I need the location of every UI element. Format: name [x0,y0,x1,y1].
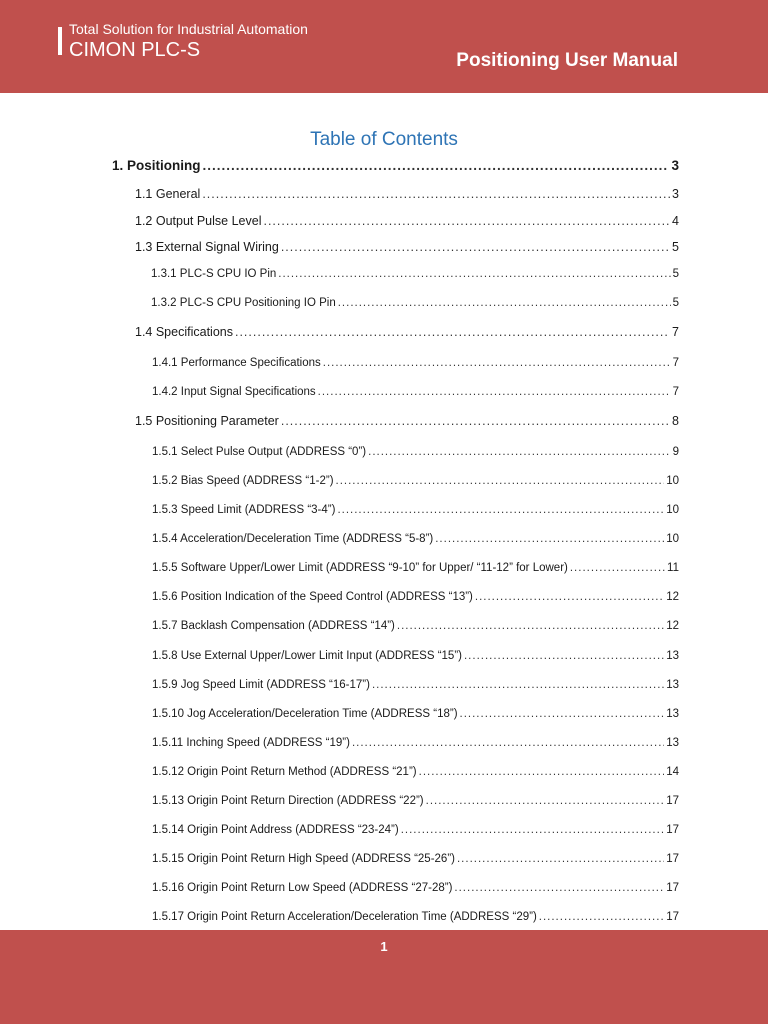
toc-entry-page: 13 [666,650,679,662]
toc-entry-label: 1.5.17 Origin Point Return Acceleration/Deceleration Time (ADDRESS “29”) [152,911,537,923]
toc-entry[interactable] [152,589,679,605]
toc-entry[interactable] [152,822,679,838]
toc-entry-page: 17 [666,882,679,894]
toc-entry[interactable] [152,764,679,780]
toc-entry-label: 1.5.10 Jog Acceleration/Deceleration Time (ADDRESS “18”) [152,708,458,720]
dot-leader [235,324,670,340]
dot-leader [401,822,664,838]
toc-entry[interactable] [151,266,679,282]
toc-entry-label: 1.4.1 Performance Specifications [152,357,321,369]
toc-entry-page: 10 [666,504,679,516]
toc-entry-label: 1.5.7 Backlash Compensation (ADDRESS “14”) [152,620,395,632]
toc-entry-label: 1.5.16 Origin Point Return Low Speed (ADDRESS “27-28”) [152,882,453,894]
toc-entry[interactable] [112,158,679,174]
toc-entry-label: 1.5.9 Jog Speed Limit (ADDRESS “16-17”) [152,679,370,691]
toc-entry-page: 10 [666,533,679,545]
toc-entry-page: 7 [672,386,679,398]
dot-leader [337,502,664,518]
dot-leader [435,531,664,547]
toc-entry-label: 1.5.11 Inching Speed (ADDRESS “19”) [152,737,350,749]
dot-leader [278,266,670,282]
toc-entry-page: 3 [671,158,679,173]
toc-entry[interactable] [152,473,679,489]
toc-entry[interactable] [152,851,679,867]
dot-leader [203,158,670,174]
toc-entry-page: 17 [666,795,679,807]
dot-leader [464,648,664,664]
dot-leader [336,473,665,489]
toc-entry-page: 7 [672,357,679,369]
toc-entry-page: 10 [666,475,679,487]
toc-entry-page: 7 [672,325,679,339]
toc-entry-label: 1.5.15 Origin Point Return High Speed (ADDRESS “25-26”) [152,853,455,865]
toc-entry-label: 1.5.4 Acceleration/Deceleration Time (ADDRESS “5-8”) [152,533,434,545]
toc-entry-label: 1.5.14 Origin Point Address (ADDRESS “23-24”) [152,824,399,836]
toc-entry-label: 1.4.2 Input Signal Specifications [152,386,316,398]
toc-entry-page: 3 [672,187,679,201]
dot-leader [570,560,665,576]
toc-entry[interactable] [152,909,679,925]
toc-entry-label: 1.4 Specifications [135,325,233,339]
toc-entry[interactable] [152,618,679,634]
toc-entry[interactable] [152,648,679,664]
toc-entry-label: 1.5.6 Position Indication of the Speed Control (ADDRESS “13”) [152,591,473,603]
toc-entry[interactable] [152,502,679,518]
toc-entry-page: 13 [666,679,679,691]
toc-entry[interactable] [152,355,679,371]
toc-entry-page: 5 [672,240,679,254]
toc-entry[interactable] [135,239,679,255]
toc-entry[interactable] [152,531,679,547]
dot-leader [397,618,664,634]
brand-bar [58,27,62,55]
toc-entry-label: 1.5.5 Software Upper/Lower Limit (ADDRESS “9-10” for Upper/ “11-12” for Lower) [152,562,568,574]
dot-leader [419,764,665,780]
toc-entry-page: 17 [666,824,679,836]
toc-entry[interactable] [152,880,679,896]
toc-entry-label: 1.5 Positioning Parameter [135,414,279,428]
toc-entry[interactable] [152,735,679,751]
toc-entry-label: 1.5.12 Origin Point Return Method (ADDRESS “21”) [152,766,417,778]
toc-entry-page: 11 [667,562,679,574]
dot-leader [539,909,664,925]
toc-entry[interactable] [151,295,679,311]
toc-entry-label: 1.5.13 Origin Point Return Direction (ADDRESS “22”) [152,795,424,807]
manual-title: Positioning User Manual [456,50,678,71]
toc-entry-page: 4 [672,214,679,228]
dot-leader [372,677,664,693]
toc-entry-label: 1.5.2 Bias Speed (ADDRESS “1-2”) [152,475,334,487]
toc-entry-label: 1.5.3 Speed Limit (ADDRESS “3-4”) [152,504,336,516]
dot-leader [426,793,665,809]
dot-leader [457,851,664,867]
dot-leader [368,444,670,460]
dot-leader [263,213,670,229]
dot-leader [202,186,670,202]
page-header [0,0,768,93]
toc-entry-label: 1. Positioning [112,158,201,173]
toc-entry-page: 9 [672,446,679,458]
toc-entry-label: 1.1 General [135,187,201,201]
toc-entry[interactable] [152,677,679,693]
toc-entry-page: 5 [672,297,679,309]
toc-entry[interactable] [135,186,679,202]
toc-entry[interactable] [152,706,679,722]
dot-leader [281,239,670,255]
toc-entry-label: 1.3.2 PLC-S CPU Positioning IO Pin [151,297,336,309]
toc-entry[interactable] [152,560,679,576]
toc-entry[interactable] [152,444,679,460]
toc-entry-label: 1.2 Output Pulse Level [135,214,262,228]
toc-entry-page: 13 [666,708,679,720]
toc-entry-page: 5 [672,268,679,280]
dot-leader [281,413,670,429]
page-footer [0,930,768,1024]
toc-entry-label: 1.3 External Signal Wiring [135,240,279,254]
toc-entry[interactable] [135,413,679,429]
dot-leader [323,355,671,371]
dot-leader [338,295,671,311]
toc-entry-page: 8 [672,414,679,428]
page-number: 1 [380,939,388,954]
dot-leader [475,589,664,605]
dot-leader [318,384,671,400]
toc-entry-page: 13 [666,737,679,749]
toc-entry-label: 1.5.1 Select Pulse Output (ADDRESS “0”) [152,446,367,458]
toc-entry-label: 1.5.8 Use External Upper/Lower Limit Input (ADDRESS “15”) [152,650,462,662]
product-name: CIMON PLC-S [69,39,201,61]
toc-entry[interactable] [152,384,679,400]
dot-leader [352,735,664,751]
dot-leader [460,706,665,722]
toc-entry-page: 17 [666,853,679,865]
toc-title: Table of Contents [310,129,458,150]
toc-entry[interactable] [135,213,679,229]
brand-tagline: Total Solution for Industrial Automation [69,21,308,37]
toc-entry-page: 14 [666,766,679,778]
toc-entry[interactable] [135,324,679,340]
toc-entry[interactable] [152,793,679,809]
toc-entry-page: 12 [666,591,679,603]
toc-entry-label: 1.3.1 PLC-S CPU IO Pin [151,268,277,280]
dot-leader [454,880,664,896]
toc-entry-page: 17 [666,911,679,923]
toc-entry-page: 12 [666,620,679,632]
